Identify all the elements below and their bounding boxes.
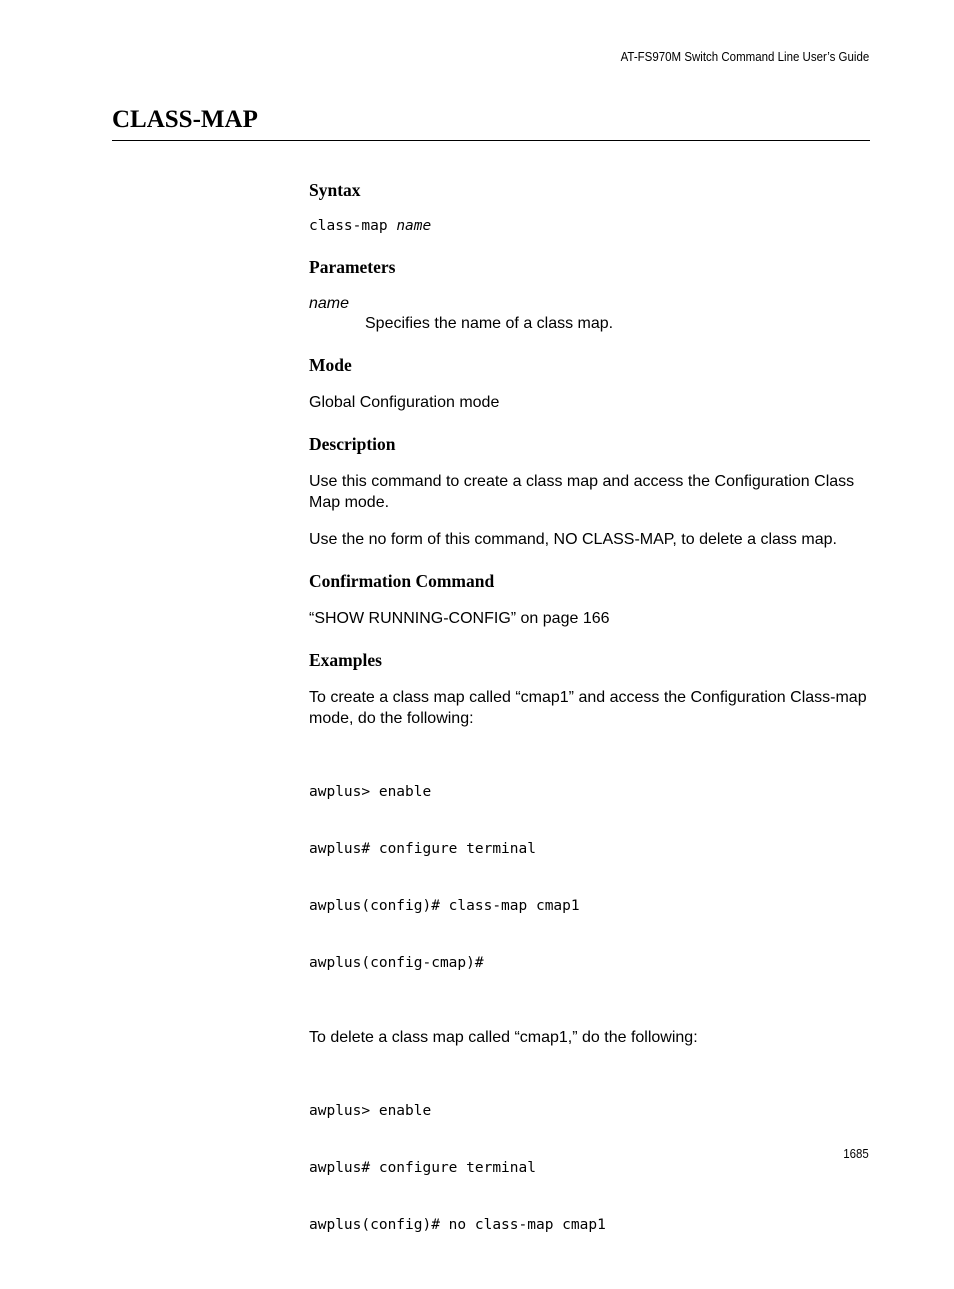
code-line: awplus# configure terminal — [309, 841, 536, 857]
code-line: awplus# configure terminal — [309, 1160, 536, 1176]
mode-text: Global Configuration mode — [309, 394, 500, 411]
page-number: 1685 — [843, 1147, 869, 1161]
code-line: awplus(config-cmap)# — [309, 955, 484, 971]
parameters-heading: Parameters — [309, 257, 396, 277]
code-line: awplus(config)# no class-map cmap1 — [309, 1217, 606, 1233]
confirmation-heading: Confirmation Command — [309, 571, 495, 591]
example-code-block — [309, 745, 871, 1011]
running-header: AT-FS970M Switch Command Line User’s Guide — [620, 50, 869, 64]
parameter-description: Specifies the name of a class map. — [365, 315, 614, 332]
title-divider — [112, 140, 870, 141]
parameter-term: name — [309, 295, 350, 312]
examples-heading: Examples — [309, 650, 382, 670]
syntax-command-name: class-map — [309, 218, 388, 234]
description-paragraph: Use this command to create a class map and access the Configuration Class Map mode. — [309, 473, 855, 511]
code-line: awplus(config)# class-map cmap1 — [309, 898, 580, 914]
mode-heading: Mode — [309, 355, 352, 375]
example-intro: To delete a class map called “cmap1,” do the following: — [309, 1029, 698, 1046]
example-intro: To create a class map called “cmap1” and access the Configuration Class-map mode, do the following: — [309, 689, 867, 727]
description-paragraph: Use the no form of this command, NO CLASS-MAP, to delete a class map. — [309, 531, 837, 548]
description-heading: Description — [309, 434, 396, 454]
syntax-argument: name — [396, 218, 432, 234]
page-title: CLASS-MAP — [112, 106, 258, 133]
syntax-command — [309, 217, 871, 236]
example-code-block — [309, 1064, 871, 1273]
syntax-heading: Syntax — [309, 180, 361, 200]
code-line: awplus> enable — [309, 784, 432, 800]
confirmation-command-link: “SHOW RUNNING-CONFIG” on page 166 — [309, 610, 610, 627]
content-body — [309, 179, 871, 1289]
code-line: awplus> enable — [309, 1103, 432, 1119]
